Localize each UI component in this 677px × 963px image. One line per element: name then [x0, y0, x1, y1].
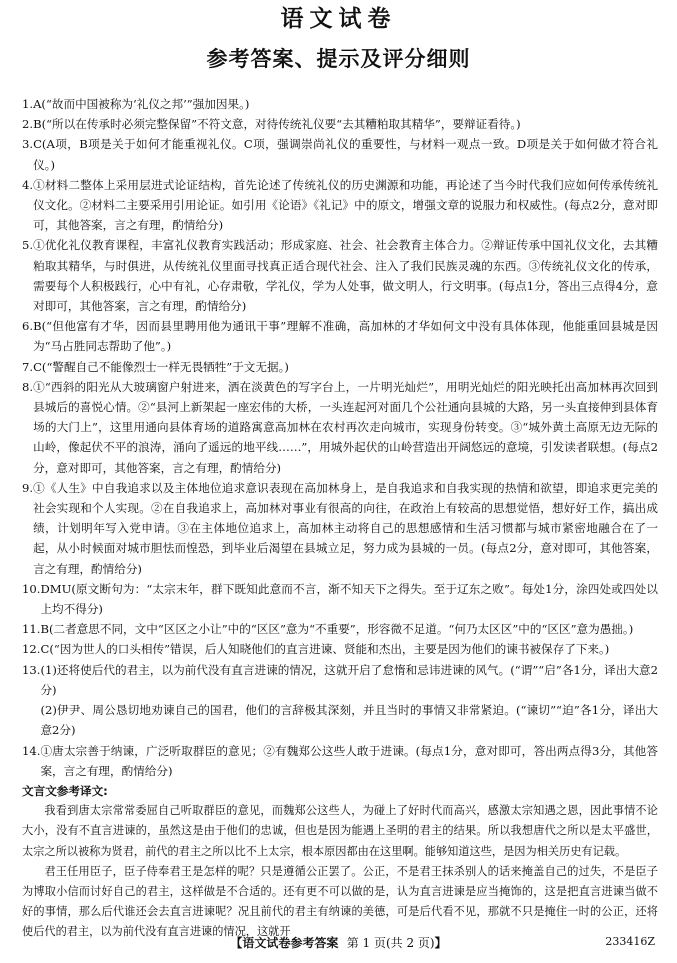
- answer-text: (1)还将使后代的君主，以为前代没有直言进谏的情况，这就开启了怠惰和忌讳进谏的风气。(“谓”“启”各1分，译出大意2分): [40, 662, 658, 697]
- answer-number: 1.: [22, 97, 34, 111]
- answer-content: [40, 579, 658, 619]
- answer-item: [22, 377, 658, 478]
- answer-list: [22, 94, 658, 781]
- answer-number: 4.: [22, 177, 34, 192]
- answer-content: [33, 94, 658, 114]
- answer-number: 14.: [22, 743, 41, 758]
- answer-text: B(“所以在传承时必须完整保留”不符文意，对待传统礼仪要“去其糟粕取其精华”，要辩证看待。): [33, 117, 521, 132]
- answer-text: ①优化礼仪教育课程，丰富礼仪教育实践活动；形成家庭、社会、社会教育主体合力。②辩证传承中国礼仪文化，去其糟粕取其精华，与时俱进，从传统礼仪里面寻找真正适合现代社会、注入了我们民族灵魂的东西。③传统礼仪文化的传承，需要每个人积极践行，心中有礼，心存肃敬，学礼仪，学为人处事，做文明人，行文明事。(每点1分，答出三点得4分，意对即可，其他答案，言之有理，酌情给分): [33, 238, 658, 314]
- answer-item: [22, 579, 658, 619]
- answer-number: 12.: [22, 642, 41, 657]
- answer-content: [33, 357, 658, 377]
- answer-item: [22, 639, 658, 659]
- answer-text: C(“警醒自己不能像烈士一样无畏牺牲”于文无据。): [33, 359, 289, 374]
- answer-text: A(“故而中国被称为‘礼仪之邦’”强加因果。): [33, 97, 250, 111]
- answer-item: [22, 175, 658, 236]
- answer-body: [22, 94, 658, 943]
- answer-content: [40, 741, 658, 781]
- answer-number: 9.: [22, 480, 34, 495]
- answer-content: [33, 235, 658, 316]
- answer-content: [33, 114, 658, 134]
- answer-content: [33, 175, 658, 236]
- answer-number: 11.: [22, 622, 41, 637]
- document-subtitle: 参考答案、提示及评分细则: [206, 47, 471, 71]
- answer-content: [40, 660, 658, 741]
- footer-label: [0, 934, 677, 951]
- answer-item: [22, 94, 658, 114]
- footer-title: 【语文试卷参考答案: [230, 936, 339, 950]
- answer-number: 6.: [22, 319, 34, 334]
- answer-content: [40, 639, 658, 659]
- document-title: 语文试卷: [280, 6, 397, 32]
- answer-text: B(“但他富有才华，因而县里聘用他为通讯干事”理解不准确，高加林的才华如何文中没有具体体现，他能重回县城是因为“马占胜同志帮助了他”。): [33, 319, 658, 354]
- answer-text: B(二者意思不同，文中“区区之小让”中的“区区”意为“不重要”，形容微不足道。“何乃太区区”中的“区区”意为愚拙。): [40, 622, 634, 637]
- page-number: 第 1 页(共 2 页): [346, 936, 435, 950]
- answer-text: ①“西斜的阳光从大玻璃窗户射进来，洒在淡黄色的写字台上，一片明光灿烂”，用明光灿烂的阳光映托出高加林再次回到县城后的喜悦心情。②“县河上新架起一座宏伟的大桥，一头连起河对面几个公社通向县城的大路，另一头直接伸到县体育场的大门上”，这里用通向县体育场的道路寓意高加林在农村再次走向城市，实现身份转变。③“城外黄土高原无边无际的山岭，像起伏不平的浪涛，涌向了遥远的地平线……”，用城外起伏的山岭营造出开阔悠远的意境，引发读者联想。(每点2分，意对即可，其他答案，言之有理，酌情给分): [33, 379, 658, 475]
- answer-text: ①《人生》中自我追求以及主体地位追求意识表现在高加林身上，是自我追求和自我实现的热情和欲望，即追求更完美的社会实现和个人实现。②在自我追求上，高加林对事业有很高的向往，在政治上有较高的思想觉悟，想好好工作，搞出成绩，计划明年写入党申请。③在主体地位追求上，高加林主动将自己的思想感情和生活习惯都与城市紧密地融合在了一起，从小时候面对城市胆怯而惶恐，到毕业后渴望在县城立足，努力成为县城的一员。(每点2分，意对即可，其他答案，言之有理，酌情给分): [33, 480, 658, 576]
- answer-number: 5.: [22, 238, 34, 253]
- answer-item: [22, 660, 658, 741]
- footer-close: 】: [434, 936, 447, 950]
- document-code: 233416Z: [605, 935, 655, 948]
- answer-subtext: (2)伊尹、周公恳切地劝谏自己的国君，他们的言辞极其深刻，并且当时的事情又非常紧迫。(“谏切”“迫”各1分，译出大意2分): [40, 703, 658, 738]
- answer-item: [22, 114, 658, 134]
- answer-content: [33, 377, 658, 478]
- translation-text: [22, 801, 658, 942]
- answer-content: [33, 134, 658, 174]
- answer-text: ①唐太宗善于纳谏，广泛听取群臣的意见；②有魏郑公这些人敢于进谏。(每点1分，意对即可，答出两点得3分，其他答案，言之有理，酌情给分): [40, 743, 658, 778]
- answer-number: 13.: [22, 662, 41, 677]
- answer-number: 10.: [22, 581, 41, 596]
- answer-item: [22, 357, 658, 377]
- answer-content: [33, 316, 658, 356]
- answer-item: [22, 134, 658, 174]
- answer-item: [22, 316, 658, 356]
- translation-paragraph: 君王任用臣子，臣子侍奉君王是怎样的呢？只是遵循公正罢了。公正，不是君王抹杀别人的话来掩盖自己的过失，不是臣子为博取小信而讨好自己的君主，这样做是不合适的。还有更不可以做的是，认为直言进谏是应当掩饰的，这是把直言进谏当做不好的事情，那么后代谁还会去直言进谏呢？况且前代的君主有纳谏的美德，可是后代看不见，那就不只是掩住一时的公正，还将使后代的君主，以为前代没有直言进谏的情况，这就开: [22, 864, 658, 939]
- translation-paragraph: 我看到唐太宗常常委屈自己听取群臣的意见，而魏郑公这些人，为碰上了好时代而高兴，感激太宗知遇之恩，因此事情不论大小，没有不直言进谏的，虽然这是由于他们的忠诚，但也是因为能遇上圣明的君主的结果。所以我想唐代之所以是太平盛世，太宗之所以被称为贤君，前代的君主之所以比不上太宗，根本原因都由在这里啊。能够知道这些，是因为相关历史有记载。: [22, 804, 658, 858]
- answer-text: C(“因为世人的口头相传”错误，后人知晓他们的直言进谏、贤能和杰出，主要是因为他们的谏书被保存了下来。): [40, 642, 610, 657]
- answer-item: [22, 235, 658, 316]
- answer-item: [22, 478, 658, 579]
- translation-heading: 文言文参考译文:: [22, 783, 108, 798]
- answer-number: 8.: [22, 379, 34, 394]
- answer-text: DMU(原文断句为：“太宗末年，群下既知此意而不言，渐不知天下之得失。至于辽东之败”。每处1分，涂四处或四处以上均不得分): [40, 581, 658, 617]
- answer-number: 7.: [22, 359, 34, 374]
- answer-text: C(A项，B项是关于如何才能重视礼仪。C项，强调崇尚礼仪的重要性，与材料一观点一致。D项是关于如何做才符合礼仪。): [33, 137, 658, 172]
- answer-text: ①材料二整体上采用层进式论证结构，首先论述了传统礼仪的历史渊源和功能，再论述了当今时代我们应如何传承传统礼仪文化。②材料二主要采用引用论证。如引用《论语》《礼记》中的原文，增强文章的说服力和权威性。(每点2分，意对即可，其他答案，言之有理，酌情给分): [33, 177, 658, 233]
- answer-item: [22, 619, 658, 639]
- page-footer: [0, 934, 677, 954]
- answer-item: [22, 741, 658, 781]
- answer-number: 2.: [22, 117, 34, 132]
- answer-content: [33, 478, 658, 579]
- answer-content: [40, 619, 658, 639]
- answer-number: 3.: [22, 137, 34, 152]
